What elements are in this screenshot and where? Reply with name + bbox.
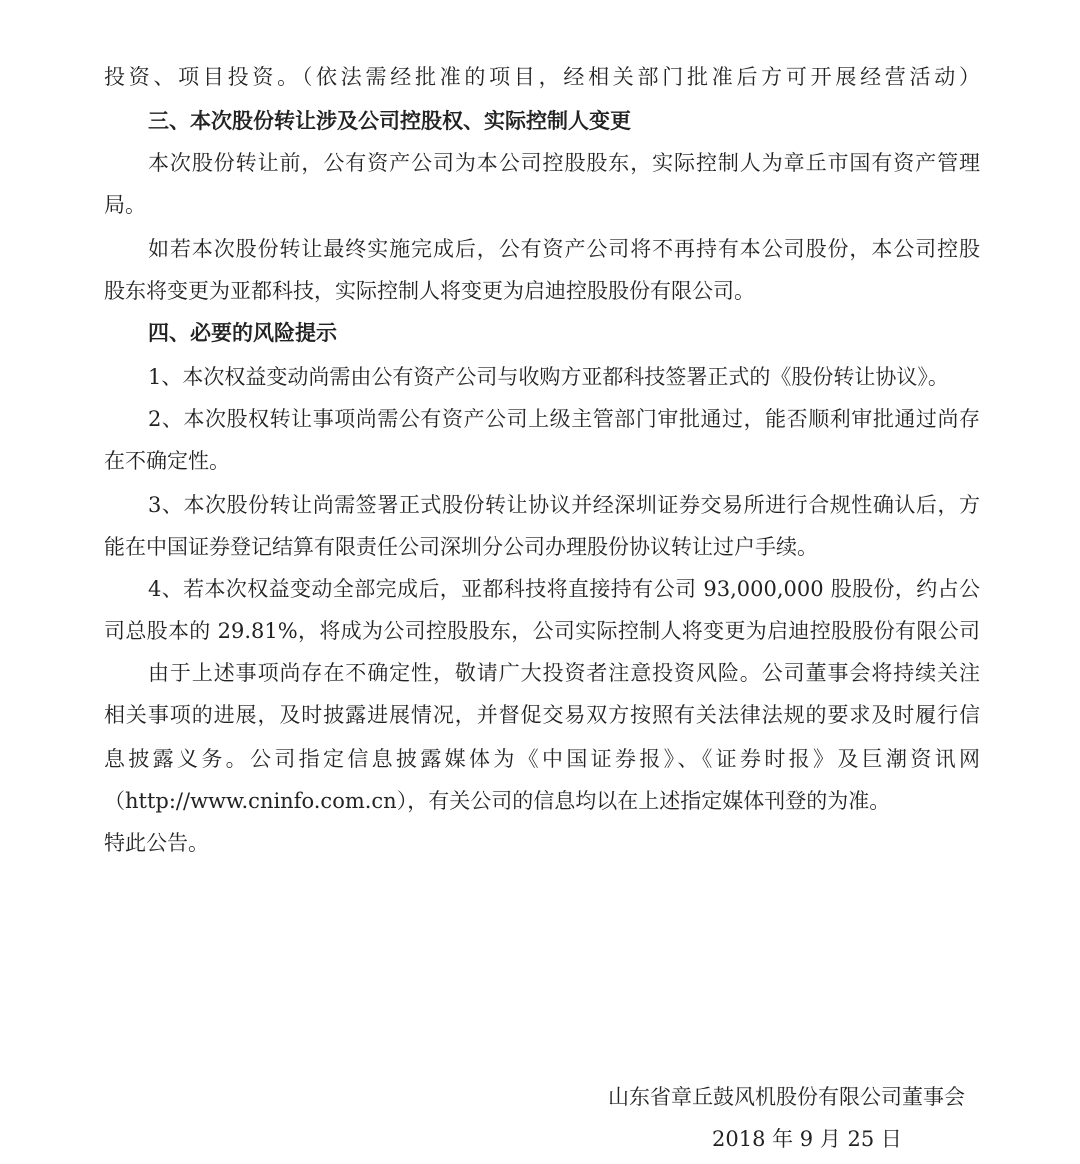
paragraph-line: 相关事项的进展，及时披露进展情况，并督促交易双方按照有关法律法规的要求及时履行信 <box>104 703 980 727</box>
signature-date: 2018 年 9 月 25 日 <box>712 1127 902 1151</box>
paragraph-line: 局。 <box>104 193 146 217</box>
closing-line: 特此公告。 <box>104 831 209 855</box>
risk-item-3: 3、本次股份转让尚需签署正式股份转让协议并经深圳证券交易所进行合规性确认后，方 <box>148 493 980 517</box>
section-heading-4: 四、必要的风险提示 <box>148 320 337 345</box>
paragraph-line: 投资、项目投资。（依法需经批准的项目，经相关部门批准后方可开展经营活动） <box>104 65 980 89</box>
risk-item-1: 1、本次权益变动尚需由公有资产公司与收购方亚都科技签署正式的《股份转让协议》。 <box>148 365 949 389</box>
section-heading-3: 三、本次股份转让涉及公司控股权、实际控制人变更 <box>148 108 631 133</box>
paragraph-line: 在不确定性。 <box>104 449 230 473</box>
risk-item-2: 2、本次股权转让事项尚需公有资产公司上级主管部门审批通过，能否顺利审批通过尚存 <box>148 407 980 431</box>
paragraph-line: 股东将变更为亚都科技，实际控制人将变更为启迪控股股份有限公司。 <box>104 279 755 303</box>
paragraph-line: 能在中国证券登记结算有限责任公司深圳分公司办理股份协议转让过户手续。 <box>104 535 818 559</box>
paragraph-line: 由于上述事项尚存在不确定性，敬请广大投资者注意投资风险。公司董事会将持续关注 <box>148 661 980 685</box>
signature-company: 山东省章丘鼓风机股份有限公司董事会 <box>608 1085 965 1109</box>
paragraph-line: 如若本次股份转让最终实施完成后，公有资产公司将不再持有本公司股份，本公司控股 <box>148 237 980 261</box>
paragraph-line: 息披露义务。公司指定信息披露媒体为《中国证券报》、《证券时报》及巨潮资讯网 <box>104 747 980 771</box>
paragraph-line: 本次股份转让前，公有资产公司为本公司控股股东，实际控制人为章丘市国有资产管理 <box>148 151 980 175</box>
paragraph-line: 司总股本的 29.81%，将成为公司控股股东，公司实际控制人将变更为启迪控股股份有限公司 <box>104 619 980 643</box>
risk-item-4: 4、若本次权益变动全部完成后，亚都科技将直接持有公司 93,000,000 股股份，约占公 <box>148 577 980 601</box>
paragraph-line: （http://www.cninfo.com.cn），有关公司的信息均以在上述指定媒体刊登的为准。 <box>104 789 891 813</box>
